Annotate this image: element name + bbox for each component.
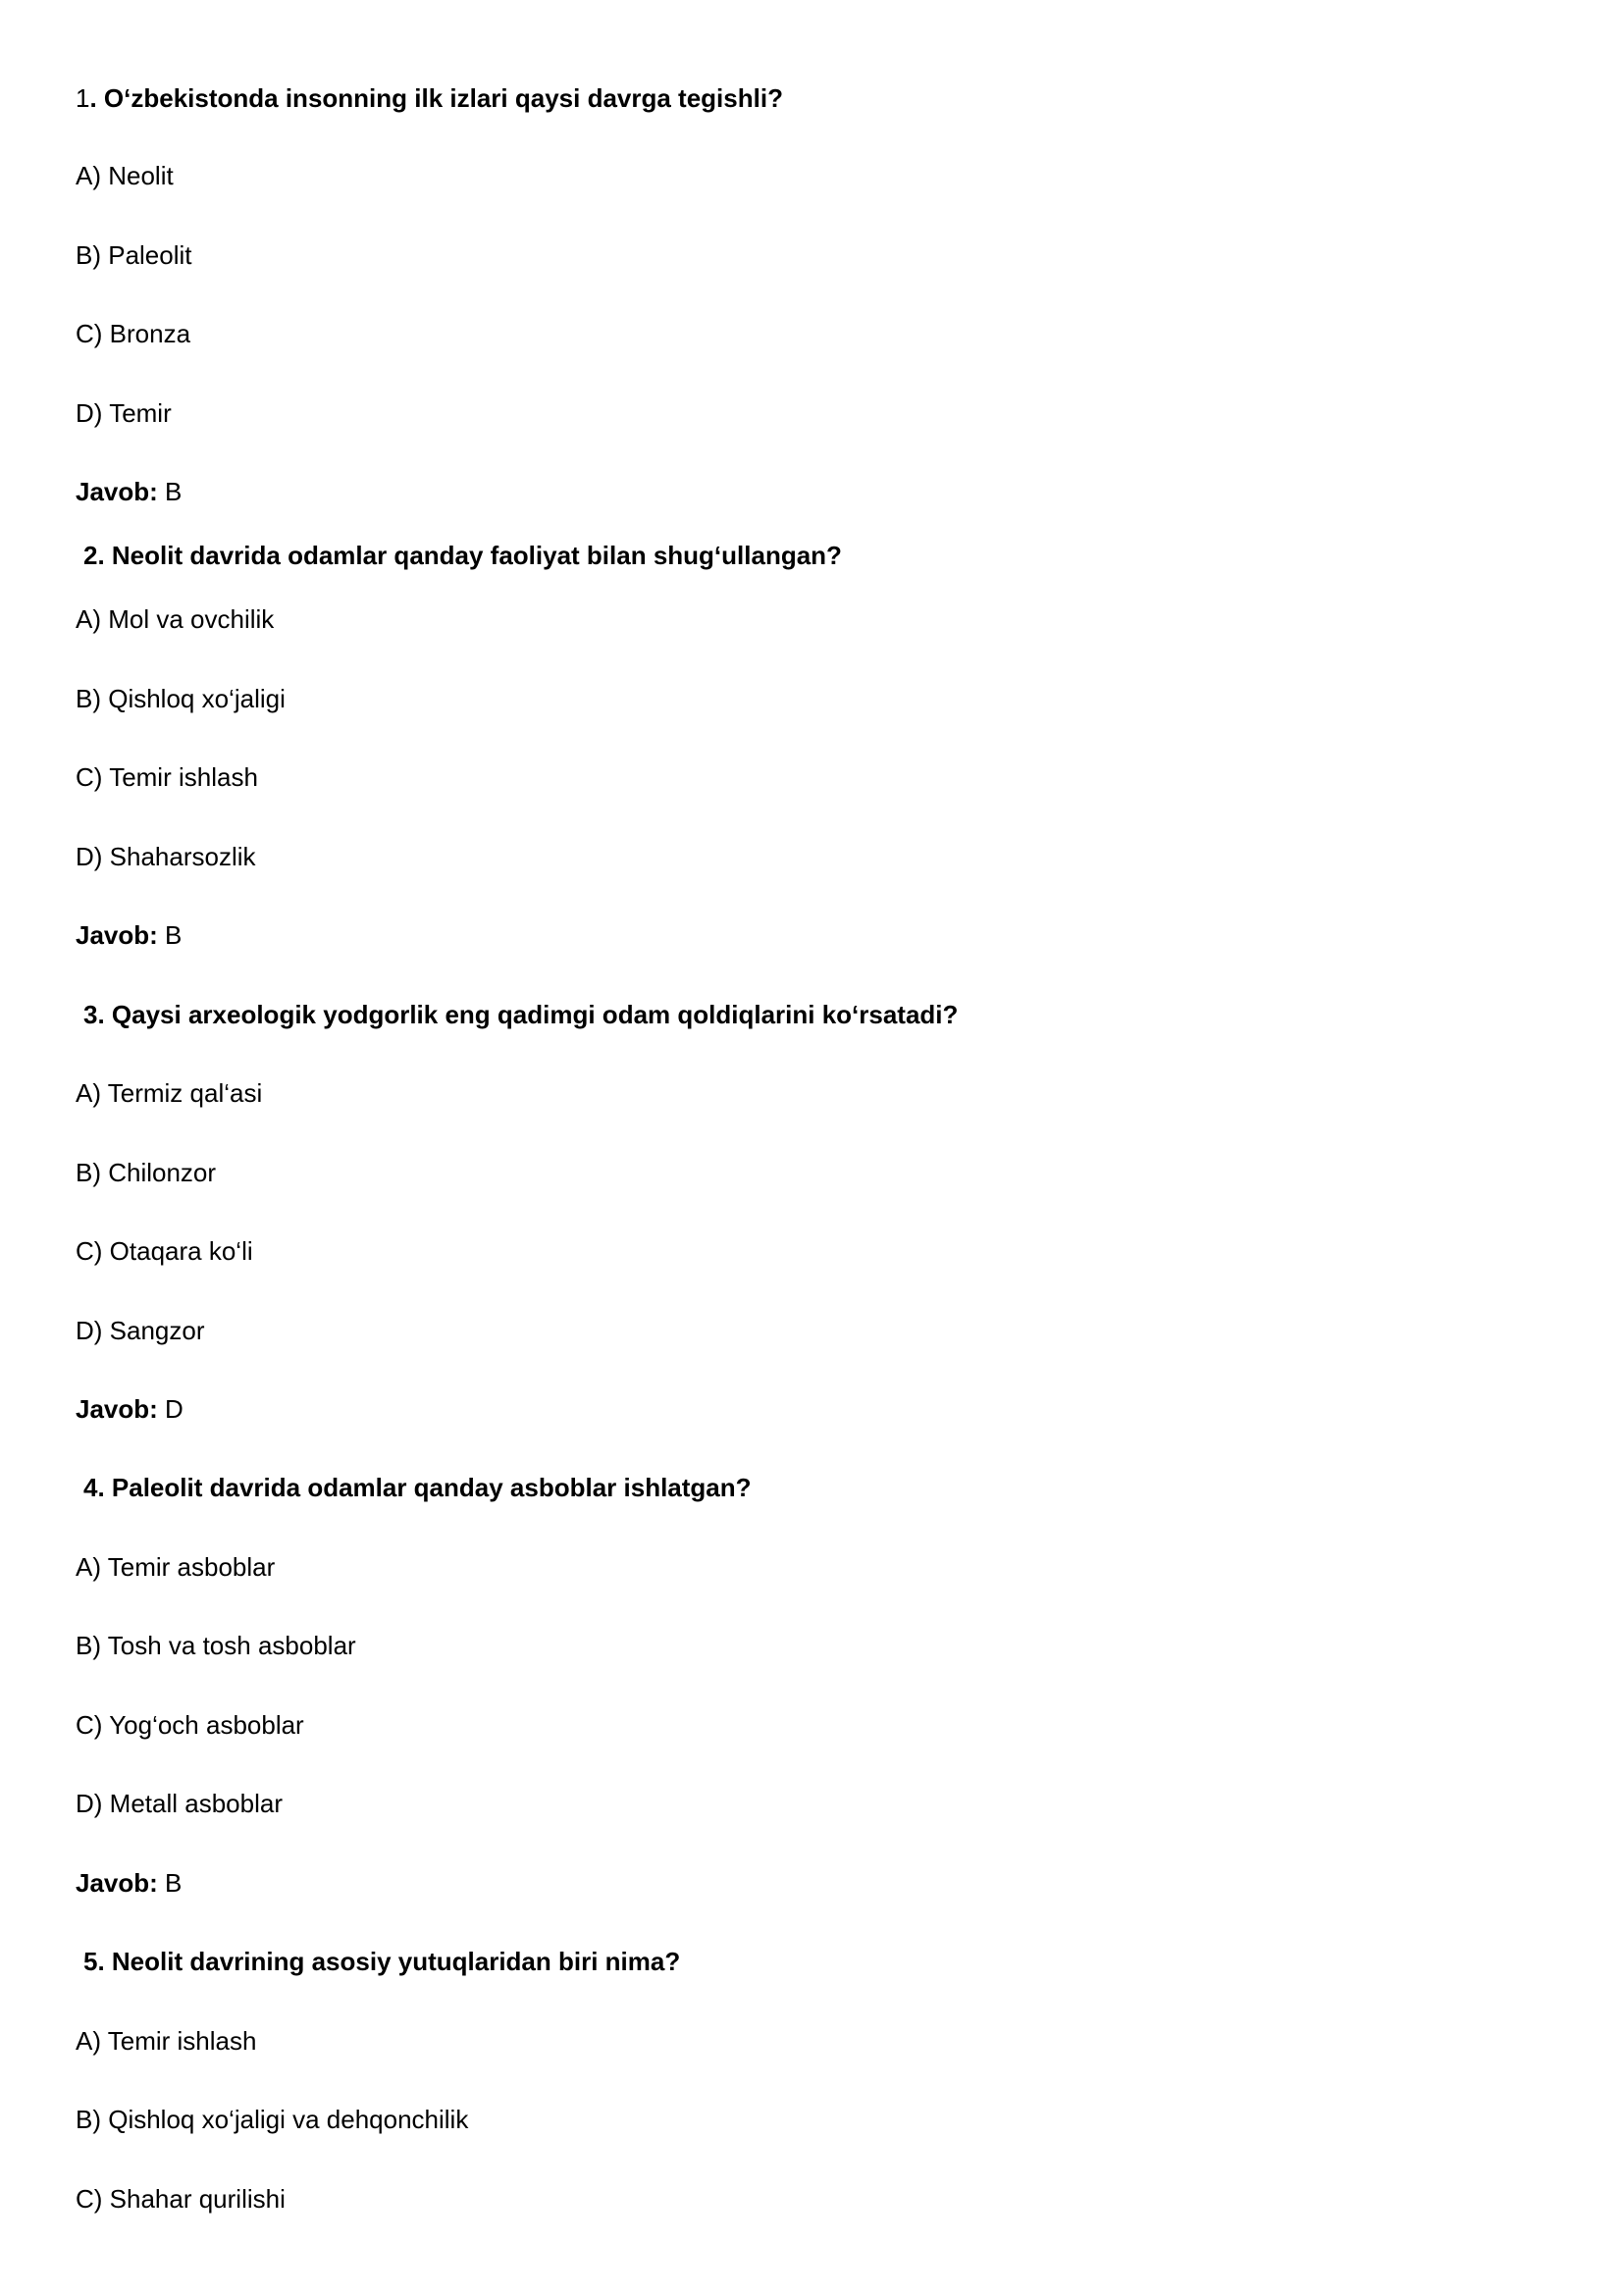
question-3: 3. Qaysi arxeologik yodgorlik eng qadimgi odam qoldiqlarini ko‘rsatadi?	[83, 1000, 959, 1029]
question-text: . O‘zbekistonda insonning ilk izlari qaysi davrga tegishli?	[89, 83, 783, 113]
option-b: B) Tosh va tosh asboblar	[76, 1631, 356, 1660]
option-b: B) Chilonzor	[76, 1158, 217, 1187]
option-b: B) Qishloq xo‘jaligi	[76, 684, 286, 713]
question-1	[76, 82, 783, 114]
answer-line	[76, 476, 182, 507]
option-d: D) Sangzor	[76, 1316, 205, 1345]
option-a: A) Neolit	[76, 161, 174, 190]
option-a: A) Mol va ovchilik	[76, 604, 275, 634]
answer-label: Javob:	[76, 920, 158, 950]
answer-label: Javob:	[76, 1394, 158, 1424]
answer-label: Javob:	[76, 477, 158, 506]
answer-value: B	[157, 920, 183, 950]
question-5: 5. Neolit davrining asosiy yutuqlaridan biri nima?	[83, 1947, 681, 1976]
option-b: B) Qishloq xo‘jaligi va dehqonchilik	[76, 2105, 469, 2134]
option-c: C) Yog‘och asboblar	[76, 1710, 304, 1740]
option-c: C) Temir ishlash	[76, 762, 258, 792]
option-d: D) Metall asboblar	[76, 1789, 283, 1818]
question-2: 2. Neolit davrida odamlar qanday faoliyat bilan shug‘ullangan?	[83, 541, 842, 570]
answer-line	[76, 1393, 183, 1425]
option-a: A) Temir ishlash	[76, 2026, 257, 2056]
option-d: D) Shaharsozlik	[76, 842, 256, 871]
option-d: D) Temir	[76, 398, 172, 428]
answer-label: Javob:	[76, 1868, 158, 1898]
option-c: C) Bronza	[76, 319, 191, 348]
option-b: B) Paleolit	[76, 240, 192, 270]
option-a: A) Termiz qal‘asi	[76, 1078, 263, 1108]
answer-line	[76, 1867, 182, 1899]
option-c: C) Otaqara ko‘li	[76, 1236, 253, 1266]
answer-value: D	[157, 1394, 183, 1424]
answer-value: B	[157, 1868, 183, 1898]
question-4: 4. Paleolit davrida odamlar qanday asboblar ishlatgan?	[83, 1473, 752, 1502]
option-c: C) Shahar qurilishi	[76, 2184, 286, 2214]
option-a: A) Temir asboblar	[76, 1552, 276, 1582]
answer-value: B	[157, 477, 183, 506]
answer-line	[76, 919, 182, 951]
question-number: 1	[76, 83, 90, 113]
